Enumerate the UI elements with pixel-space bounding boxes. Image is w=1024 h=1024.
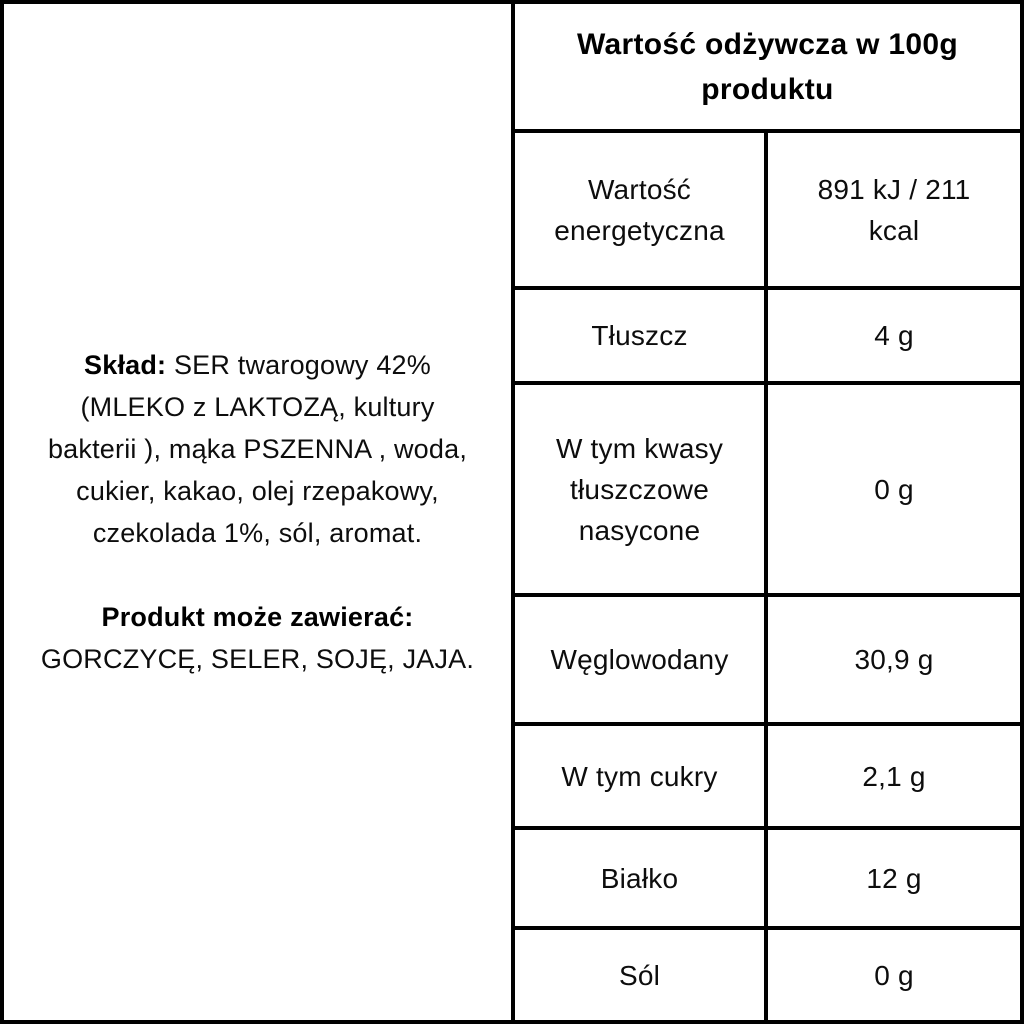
table-row-carbohydrates (515, 597, 1020, 726)
nutrient-value: 891 kJ / 211 kcal (817, 173, 971, 246)
nutrient-label: Węglowodany (515, 597, 768, 722)
nutrient-label: W tym kwasy tłuszczowe nasycone (515, 385, 768, 593)
nutrient-value: 12 g (866, 862, 922, 894)
table-header: Wartość odżywcza w 100g produktu (515, 4, 1020, 133)
allergens-body: GORCZYCĘ, SELER, SOJĘ, JAJA. (40, 644, 475, 674)
nutrient-value: 2,1 g (862, 760, 926, 792)
table-row-saturated-fat (515, 385, 1020, 597)
ingredients-body: SER twarogowy 42% (MLEKO z LAKTOZĄ, kultury bakterii ), mąka PSZENNA , woda, cukier, kakao, olej rzepakowy, czekolada 1%, sól, aromat. (47, 350, 468, 548)
nutrient-value: 30,9 g (854, 644, 934, 675)
ingredients-panel (4, 4, 515, 1020)
table-row-protein (515, 830, 1020, 930)
allergens-label: Produkt może zawierać: (101, 602, 414, 632)
table-row-fat (515, 290, 1020, 385)
table-row-salt (515, 930, 1020, 1020)
table-row-sugars (515, 726, 1020, 830)
nutrient-value: 4 g (874, 320, 914, 351)
ingredients-label: Skład: (84, 350, 167, 380)
nutrient-value: 0 g (874, 959, 914, 991)
table-row-energy (515, 133, 1020, 290)
nutrient-label: W tym cukry (515, 726, 768, 826)
ingredients-text (34, 344, 481, 554)
nutrient-label: Sól (515, 930, 768, 1020)
nutrient-label: Wartość energetyczna (515, 133, 768, 286)
nutrition-table (515, 4, 1020, 1020)
nutrient-label: Tłuszcz (515, 290, 768, 381)
allergens-text (41, 596, 474, 680)
nutrient-label: Białko (515, 830, 768, 926)
nutrient-value: 0 g (874, 473, 914, 505)
